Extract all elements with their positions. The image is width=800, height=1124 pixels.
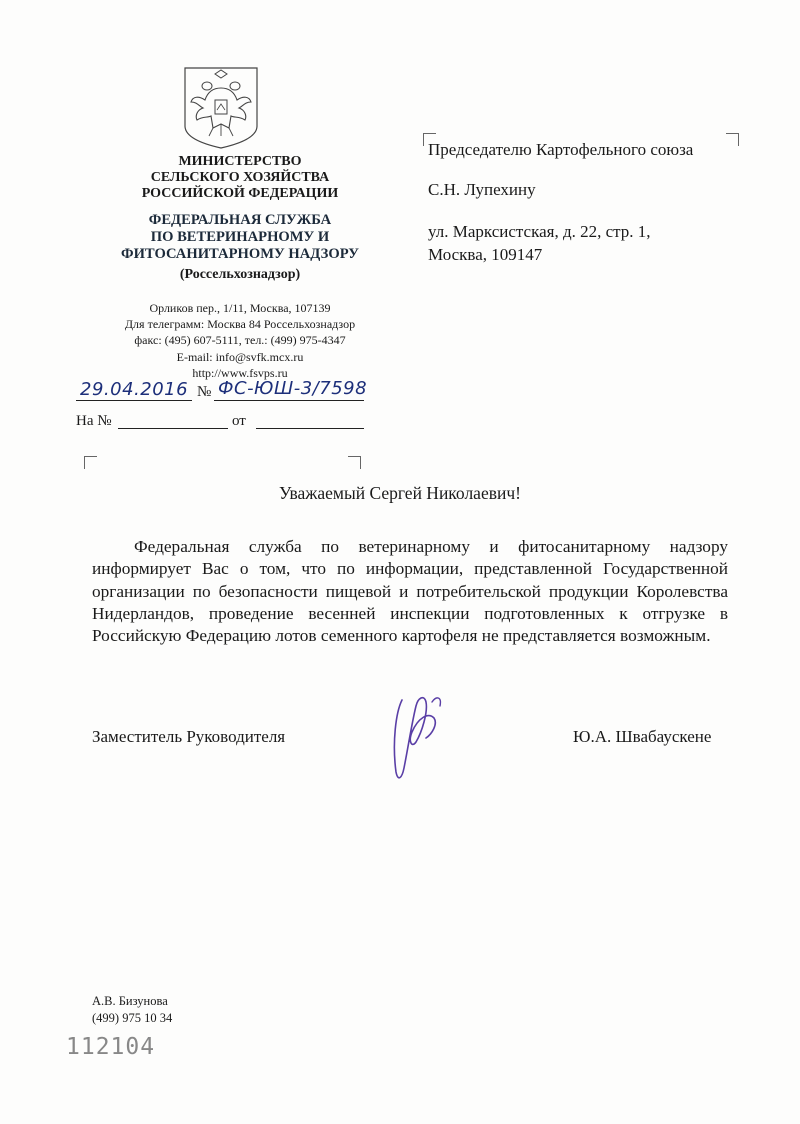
number-sign: № [197, 384, 212, 400]
executor-phone: (499) 975 10 34 [92, 1011, 173, 1025]
service-short-name: (Россельхознадзор) [179, 267, 301, 282]
service-line: ПО ВЕТЕРИНАРНОМУ И [150, 229, 330, 245]
number-underline [214, 400, 364, 401]
addressee-position: Председателю Картофельного союза [428, 140, 694, 159]
contact-telegram: Для телеграмм: Москва 84 Россельхознадзор [124, 317, 356, 332]
contact-address: Орликов пер., 1/11, Москва, 107139 [149, 301, 331, 315]
addressee-address-line: Москва, 109147 [428, 245, 543, 264]
reference-number-label: На № [76, 413, 112, 429]
letter-body: Федеральная служба по ветеринарному и фитосанитарному надзору информирует Вас о том, что по информации, представленной Государственной организации по безопасности пищевой и потребительской продукции Королевства Нидерландов, проведение весенней инспекции подготовленных к отгрузке в Российскую Федерацию лотов семенного картофеля не представляется возможным. [92, 537, 728, 646]
service-line: ФИТОСАНИТАРНОМУ НАДЗОРУ [121, 246, 359, 262]
ministry-line: РОССИЙСКОЙ ФЕДЕРАЦИИ [141, 186, 339, 201]
registration-stamp-number: 112104 [66, 1034, 156, 1060]
state-emblem [181, 66, 261, 150]
corner-bracket [84, 456, 97, 469]
registration-number: ФС-ЮШ-3/7598 [218, 378, 368, 399]
ministry-line: СЕЛЬСКОГО ХОЗЯЙСТВА [150, 170, 330, 185]
corner-bracket [726, 133, 739, 146]
handwritten-signature [372, 682, 452, 792]
ministry-name [90, 154, 390, 202]
corner-bracket [348, 456, 361, 469]
contact-email: E-mail: info@svfk.mcx.ru [176, 349, 304, 364]
reference-number-line [118, 428, 228, 429]
salutation: Уважаемый Сергей Николаевич! [279, 483, 521, 503]
registration-date: 29.04.2016 [80, 379, 189, 400]
executor-name: А.В. Бизунова [92, 994, 168, 1008]
reference-date-label: от [232, 413, 246, 429]
contacts-block [70, 300, 410, 381]
contact-phone: факс: (495) 607-5111, тел.: (499) 975-4347 [134, 333, 346, 348]
service-line: ФЕДЕРАЛЬНАЯ СЛУЖБА [148, 212, 332, 228]
service-name [70, 212, 410, 263]
signatory-title: Заместитель Руководителя [92, 727, 286, 746]
ministry-line: МИНИСТЕРСТВО [178, 154, 302, 169]
date-underline [76, 400, 192, 401]
contact-website: http://www.fsvps.ru [192, 365, 288, 380]
russian-double-headed-eagle-icon [181, 66, 261, 150]
reference-date-line [256, 428, 364, 429]
addressee-name: С.Н. Лупехину [428, 180, 536, 199]
signatory-name: Ю.А. Швабаускене [573, 727, 712, 746]
addressee-address-line: ул. Марксистская, д. 22, стр. 1, [428, 222, 651, 241]
